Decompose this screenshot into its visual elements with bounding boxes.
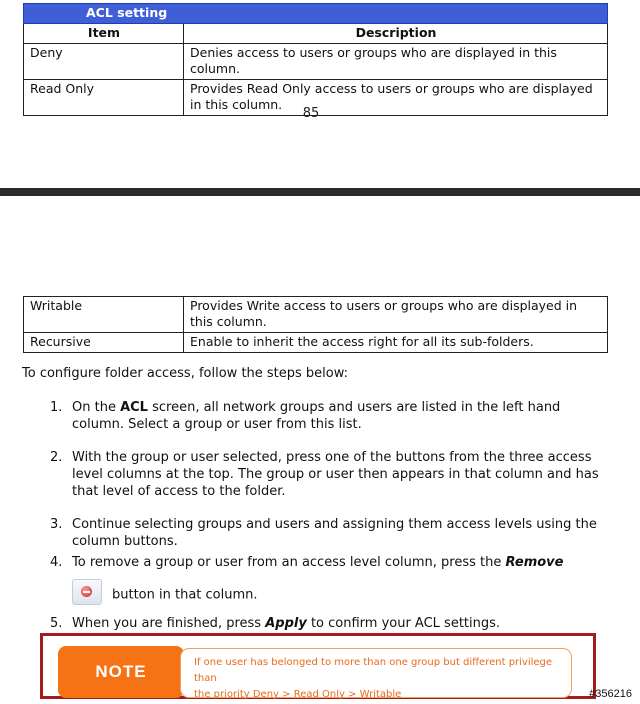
description-cell: Denies access to users or groups who are displayed in this column.	[184, 44, 608, 80]
description-cell: Enable to inherit the access right for all its sub-folders.	[184, 333, 608, 353]
remove-keyword: Remove	[505, 555, 564, 570]
note-line-2: the priority Deny > Read Only > Writable	[194, 689, 402, 700]
page-number: 85	[302, 106, 320, 121]
step-number: 1.	[50, 400, 63, 415]
step-text: With the group or user selected, press one of the buttons from the three access level columns at the top. The group or user then appears in that column and has that level of access to the folder.	[72, 450, 599, 499]
step-number: 3.	[50, 517, 63, 532]
table-row	[24, 297, 608, 333]
step-number: 5.	[50, 616, 63, 631]
table-title: ACL setting	[24, 4, 608, 24]
column-header-description: Description	[184, 24, 608, 44]
item-cell: Read Only	[24, 80, 184, 116]
description-cell: Provides Write access to users or groups who are displayed in this column.	[184, 297, 608, 333]
note-badge: NOTE	[58, 646, 184, 698]
watermark: #356216	[589, 688, 632, 700]
page-divider	[0, 188, 640, 196]
table-row	[24, 333, 608, 353]
note-line-1: If one user has belonged to more than one group but different privilege than	[194, 657, 553, 684]
description-cell: Provides Read Only access to users or groups who are displayed in this column.	[184, 80, 608, 116]
apply-keyword: Apply	[265, 616, 307, 631]
remove-button-icon	[72, 579, 102, 605]
acl-setting-table	[23, 3, 608, 116]
step-text: Continue selecting groups and users and assigning them access levels using the column buttons.	[72, 517, 597, 549]
table-row	[24, 44, 608, 80]
intro-text: To configure folder access, follow the steps below:	[22, 366, 349, 381]
item-cell: Writable	[24, 297, 184, 333]
step-number: 2.	[50, 450, 63, 465]
item-cell: Deny	[24, 44, 184, 80]
step-number: 4.	[50, 555, 63, 570]
acl-setting-table-continued	[23, 296, 608, 353]
column-header-item: Item	[24, 24, 184, 44]
item-cell: Recursive	[24, 333, 184, 353]
note-text-box	[180, 648, 572, 698]
acl-keyword: ACL	[120, 400, 148, 415]
